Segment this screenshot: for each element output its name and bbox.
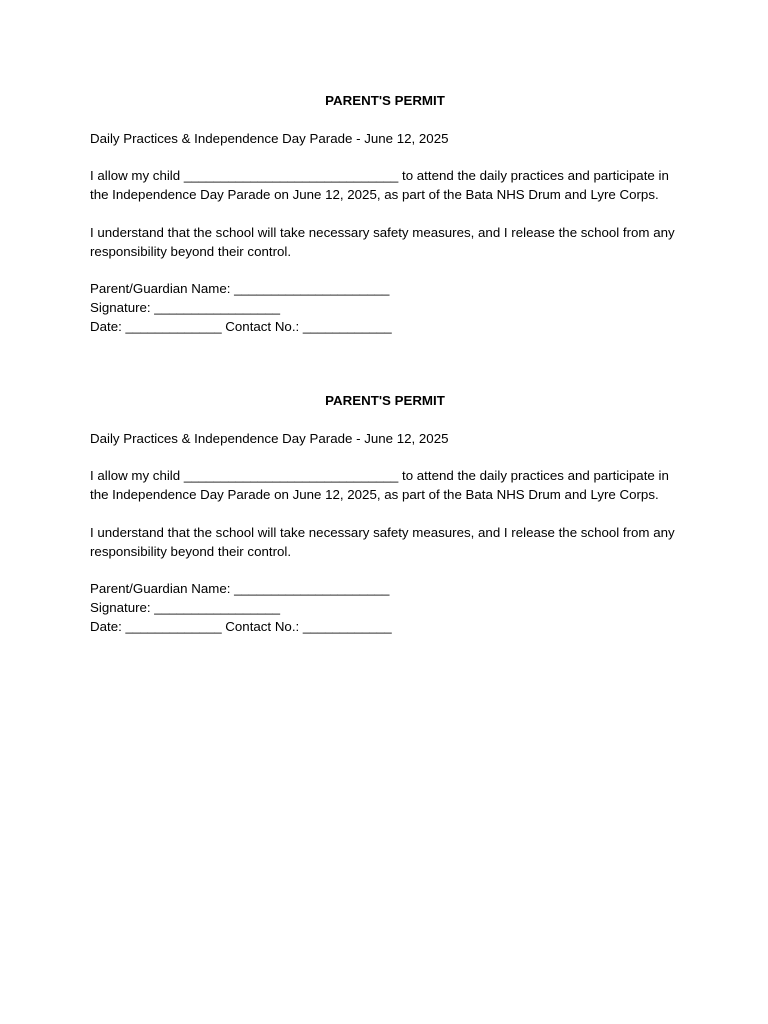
permission-paragraph: I allow my child _____________________________ to attend the daily practices and participate in the Independence Day Parade on June 12, 2025, as part of the Bata NHS Drum and Lyre Corps. (90, 468, 669, 502)
signature-fields (90, 579, 680, 636)
release-paragraph: I understand that the school will take necessary safety measures, and I release the school from any responsibility beyond their control. (90, 224, 675, 259)
signature-field: Signature: _________________ (90, 600, 281, 615)
signature-fields (90, 279, 680, 336)
date-contact-field: Date: _____________ Contact No.: ____________ (90, 319, 392, 334)
guardian-name-field: Parent/Guardian Name: _____________________ (90, 281, 390, 296)
permit-subtitle: Daily Practices & Independence Day Parade - June 12, 2025 (90, 430, 449, 446)
permit-title: PARENT'S PERMIT (325, 93, 445, 108)
permit-section-1 (90, 91, 680, 336)
permit-subtitle: Daily Practices & Independence Day Parade - June 12, 2025 (90, 130, 449, 146)
permit-section-2 (90, 391, 680, 636)
date-contact-field: Date: _____________ Contact No.: ____________ (90, 619, 392, 634)
release-paragraph: I understand that the school will take necessary safety measures, and I release the school from any responsibility beyond their control. (90, 524, 675, 559)
permission-paragraph: I allow my child _____________________________ to attend the daily practices and participate in the Independence Day Parade on June 12, 2025, as part of the Bata NHS Drum and Lyre Corps. (90, 168, 669, 202)
guardian-name-field: Parent/Guardian Name: _____________________ (90, 581, 390, 596)
signature-field: Signature: _________________ (90, 300, 281, 315)
permit-title: PARENT'S PERMIT (325, 393, 445, 408)
